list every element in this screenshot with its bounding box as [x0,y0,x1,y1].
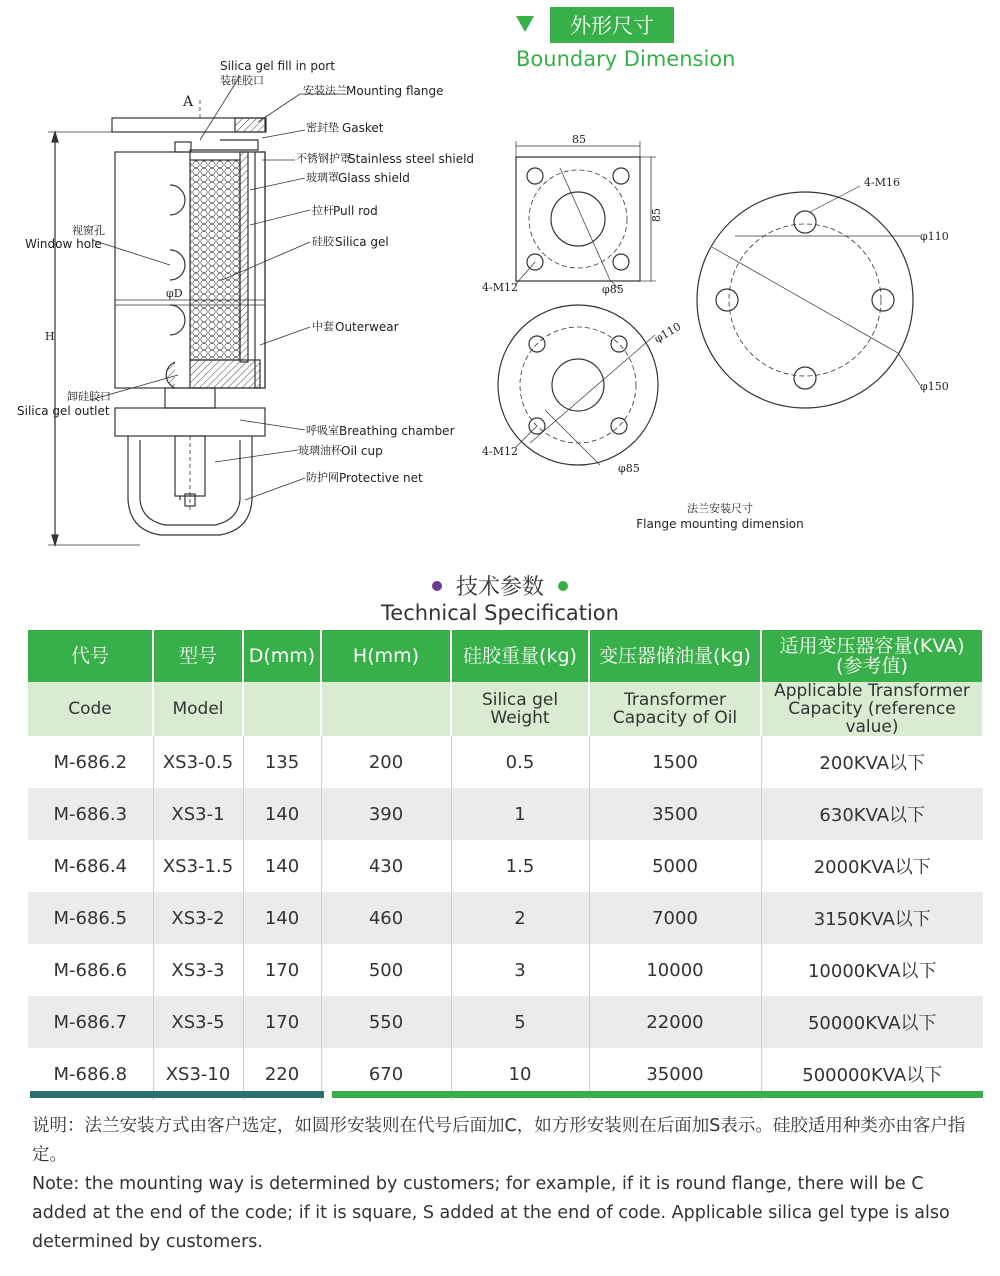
col-d-cn: D(mm) [243,630,321,682]
square-bolt-label: 4-M12 [482,281,518,294]
small-round-bolt-label: 4-M12 [482,445,518,458]
label-dim-h: H [45,330,55,343]
cell-oil: 3500 [589,788,761,840]
cell-capacity: 50000KVA以下 [761,996,983,1048]
label-silica-gel-en: Silica gel [335,235,389,249]
cell-weight: 10 [451,1048,589,1100]
cell-code: M-686.8 [28,1048,153,1100]
cell-weight: 1.5 [451,840,589,892]
cell-d: 140 [243,840,321,892]
col-capacity-cn-line1: 适用变压器容量(KVA) [779,635,965,657]
col-h-en [321,682,451,736]
cell-oil: 5000 [589,840,761,892]
label-protective-net-cn: 防护网 [306,471,339,484]
cell-model: XS3-10 [153,1048,243,1100]
label-gasket-en: Gasket [342,121,384,135]
cell-model: XS3-3 [153,944,243,996]
large-round-pcd-label: φ110 [920,230,949,243]
cell-code: M-686.3 [28,788,153,840]
large-round-bolt-label: 4-M16 [864,176,900,189]
label-silica-gel-cn: 硅胶 [312,235,334,248]
cell-capacity: 500000KVA以下 [802,1065,943,1086]
table-row [28,736,983,788]
col-capacity-en-line2: Capacity (reference value) [788,699,956,737]
table-row [28,892,983,944]
cell-h: 460 [321,892,451,944]
cell-oil: 35000 [589,1048,761,1100]
footer-bar-green [332,1091,983,1098]
label-protective-net-en: Protective net [339,471,423,485]
cell-model: XS3-0.5 [153,736,243,788]
col-weight-en: Silica gel Weight [451,682,589,736]
cell-capacity: 630KVA以下 [761,788,983,840]
cell-code: M-686.6 [28,944,153,996]
cell-d: 170 [243,996,321,1048]
cell-d: 140 [243,788,321,840]
label-fill-port-en: Silica gel fill in port [220,59,335,73]
label-glass-cn: 玻璃罩 [306,171,339,184]
col-model-en: Model [153,682,243,736]
breather-section-drawing [48,100,266,545]
label-pull-rod-cn: 拉杆 [312,204,334,217]
cell-oil: 1500 [589,736,761,788]
spec-table [28,630,984,1100]
cell-model: XS3-1.5 [153,840,243,892]
table-header-row-en [28,682,983,736]
title-en: Boundary Dimension [516,47,736,71]
cell-h: 550 [321,996,451,1048]
label-gel-outlet-cn: 卸硅胶口 [67,390,111,403]
cell-capacity: 3150KVA以下 [761,892,983,944]
label-breathing-cn: 呼吸室 [306,424,339,437]
col-oil-cn: 变压器储油量(kg) [589,630,761,682]
label-outerwear-cn: 中套 [312,320,334,333]
col-capacity-en [761,682,983,736]
cell-capacity: 10000KVA以下 [807,961,937,982]
col-weight-cn: 硅胶重量(kg) [451,630,589,682]
label-gasket-cn: 密封垫 [306,121,339,134]
green-dot-icon [558,581,568,591]
label-window-hole-cn: 视窗孔 [72,224,105,237]
label-fill-port-cn: 装硅胶口 [220,74,264,87]
cell-h: 200 [321,736,451,788]
label-breathing-en: Breathing chamber [339,424,455,438]
cell-weight: 5 [451,996,589,1048]
flange-caption-en: Flange mounting dimension [636,517,804,531]
note-cn: 说明：法兰安装方式由客户选定，如圆形安装则在代号后面加C，如方形安装则在后面加S表示。硅胶适用种类亦由客户指定。 [32,1116,966,1165]
label-section-a: A [183,94,194,110]
cell-h: 670 [321,1048,451,1100]
cell-oil: 10000 [589,944,761,996]
square-height-label: 85 [650,208,663,222]
small-round-flange-drawing [498,305,658,465]
title-cn: 外形尺寸 [570,14,654,38]
cell-code: M-686.2 [28,736,153,788]
label-mounting-flange-cn: 安装法兰 [303,84,347,97]
cell-weight: 0.5 [451,736,589,788]
cell-code: M-686.5 [28,892,153,944]
label-outerwear-en: Outerwear [335,320,399,334]
label-gel-outlet-en: Silica gel outlet [17,404,110,418]
footer-bar-teal [30,1091,324,1098]
label-oil-cup-en: Oil cup [341,444,383,458]
green-triangle-icon [516,16,534,32]
cell-d: 140 [243,892,321,944]
table-row [28,996,983,1048]
cell-model: XS3-5 [153,996,243,1048]
label-dim-d: φD [166,287,183,300]
boundary-dimension-title [516,7,735,71]
table-footer-bars [30,1091,983,1099]
square-width-label: 85 [572,133,586,146]
large-round-od-label: φ150 [920,380,949,393]
spec-section-head [0,570,1000,625]
cell-code: M-686.7 [28,996,153,1048]
col-capacity-cn-line2: (参考值) [836,655,908,677]
cell-model: XS3-1 [153,788,243,840]
cell-code: M-686.4 [28,840,153,892]
col-h-cn: H(mm) [321,630,451,682]
cell-h: 500 [321,944,451,996]
cell-d: 135 [243,736,321,788]
cell-weight: 2 [451,892,589,944]
note-block [32,1112,977,1257]
spec-title-en: Technical Specification [381,601,619,625]
cell-d: 220 [243,1048,321,1100]
cell-d: 170 [243,944,321,996]
cell-weight: 1 [451,788,589,840]
cell-h: 430 [321,840,451,892]
small-round-pcd-label: φ85 [618,462,640,475]
col-oil-en-line1: Transformer [623,690,726,710]
small-round-od-label: φ110 [652,319,684,346]
cell-weight: 3 [451,944,589,996]
label-glass-en: Glass shield [338,171,410,185]
cell-capacity: 200KVA以下 [819,753,926,774]
note-en: Note: the mounting way is determined by customers; for example, if it is round flange, there will be C added at the end of the code; if it is square, S added at the end of code. Applicable silica gel type is also determined by customers. [32,1174,950,1252]
cell-oil: 7000 [589,892,761,944]
cell-h: 390 [321,788,451,840]
table-row [28,788,983,840]
col-capacity-en-line1: Applicable Transformer [774,681,970,701]
spec-title-cn-row [432,570,568,601]
square-pcd-label: φ85 [602,283,624,296]
cell-oil: 22000 [589,996,761,1048]
table-header-row-cn [28,630,983,682]
label-stainless-cn: 不锈钢护罩 [296,152,351,165]
col-capacity-cn [761,630,983,682]
col-oil-en-line2: Capacity of Oil [612,708,738,728]
col-code-cn: 代号 [28,630,153,682]
label-window-hole-en: Window hole [25,237,102,251]
spec-title-cn: 技术参数 [455,575,544,600]
col-d-en [243,682,321,736]
label-pull-rod-en: Pull rod [333,204,378,218]
table-row [28,944,983,996]
cell-model: XS3-2 [153,892,243,944]
col-model-cn: 型号 [153,630,243,682]
cell-capacity: 2000KVA以下 [813,857,931,878]
label-stainless-en: Stainless steel shield [348,152,475,166]
table-row [28,840,983,892]
label-oil-cup-cn: 玻璃油杯 [298,444,342,457]
large-round-flange-drawing [697,186,920,408]
label-mounting-flange-en: Mounting flange [346,84,444,98]
col-code-en: Code [28,682,153,736]
col-oil-en [589,682,761,736]
boundary-dimension-drawing [0,0,1000,560]
flange-caption-cn: 法兰安装尺寸 [687,502,753,515]
purple-dot-icon [432,581,442,591]
square-flange-drawing [515,141,656,290]
